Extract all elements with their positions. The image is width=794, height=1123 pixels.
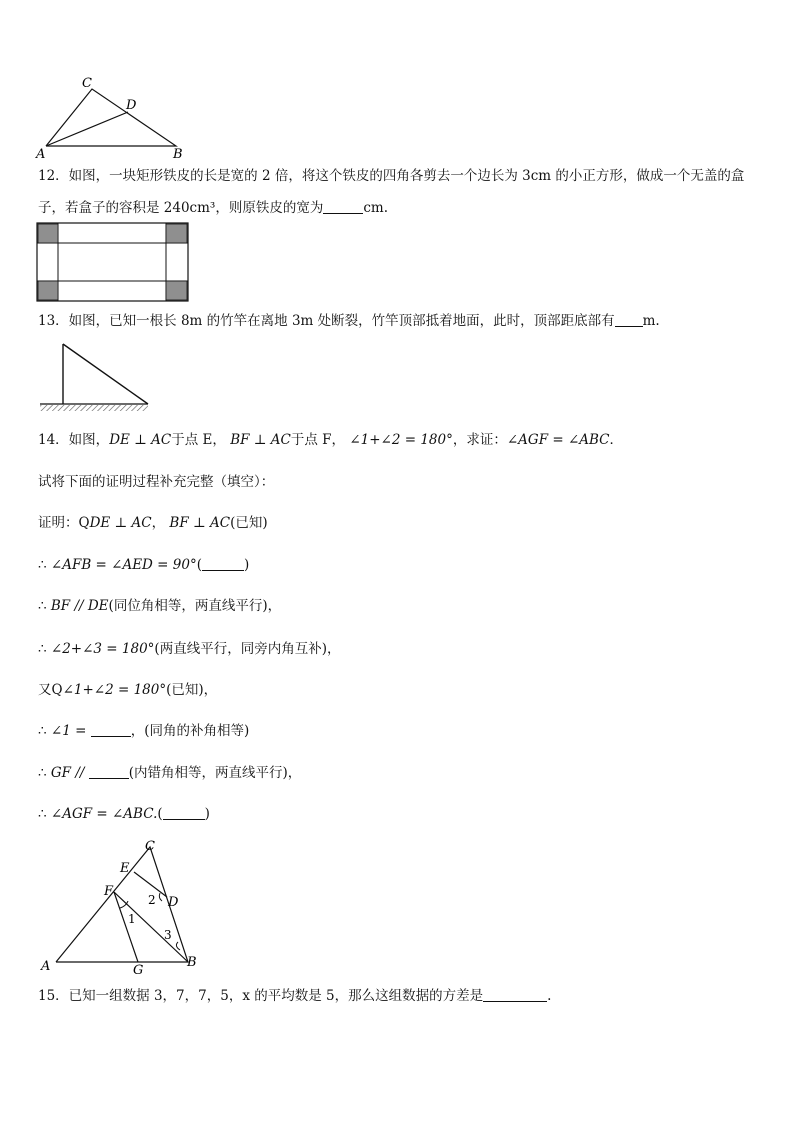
q14-de-perp-ac: DE ⊥ AC	[109, 432, 172, 448]
label-d: D	[168, 895, 179, 910]
corner-square-tr	[166, 224, 187, 243]
proof-line-7	[38, 763, 301, 783]
proof-5-reason: (已知)，	[166, 682, 218, 698]
q13-text: 13．如图，已知一根长 8m 的竹竿在离地 3m 处断裂，竹竿顶部抵着地面，此时，顶部距底部有	[38, 313, 615, 329]
proof-6-statement: ∠1 =	[50, 723, 87, 739]
proof-line-6	[38, 721, 249, 741]
proof-4-reason: (两直线平行，同旁内角互补)，	[154, 641, 341, 657]
proof-2-close-paren: )	[243, 557, 250, 573]
triangle-abc-figure	[30, 70, 190, 162]
proof-1-reason: (已知)	[230, 515, 268, 531]
angle-label-1: 1	[128, 912, 136, 926]
q14-prove-label: ，求证：	[452, 432, 507, 448]
q14-stem	[38, 430, 623, 450]
iron-sheet-figure	[36, 222, 190, 302]
label-c: C	[82, 76, 92, 91]
proof-6-reason: ，(同角的补角相等)	[130, 723, 250, 739]
proof-line-2	[38, 555, 249, 575]
therefore-symbol: ∴	[38, 557, 47, 573]
proof-2-open-paren: (	[196, 557, 202, 573]
q15-line	[38, 986, 551, 1006]
q12-answer-blank[interactable]	[323, 199, 363, 214]
q13-unit: m.	[642, 313, 660, 329]
q12-line2	[38, 198, 388, 218]
proof-line-8	[38, 804, 210, 824]
q14-bf-perp-ac: BF ⊥ AC	[230, 432, 291, 448]
therefore-symbol: ∴	[38, 598, 47, 614]
proof-8-close-paren: )	[204, 806, 210, 822]
sheet-outline	[37, 223, 188, 301]
proof-3-reason: (同位角相等，两直线平行)，	[108, 598, 282, 614]
angle-label-3: 3	[164, 928, 172, 942]
proof-8-open-paren: (	[157, 806, 163, 822]
proof-2-statement: ∠AFB = ∠AED = 90°	[50, 557, 197, 573]
therefore-symbol: ∴	[38, 641, 47, 657]
proof-line-3	[38, 596, 281, 616]
proof-7-reason: (内错角相等，两直线平行)，	[128, 765, 302, 781]
label-b: B	[173, 147, 183, 162]
label-c: C	[145, 839, 155, 854]
q13-answer-blank[interactable]	[615, 312, 643, 327]
proof-7-answer-blank[interactable]	[89, 764, 129, 779]
label-b: B	[187, 955, 197, 970]
corner-square-tl	[38, 224, 58, 243]
q14-angle-sum: ∠1+∠2 = 180°	[349, 432, 453, 448]
label-f: F	[104, 884, 114, 899]
q12-line1: 12．如图，一块矩形铁皮的长是宽的 2 倍，将这个铁皮的四角各剪去一个边长为 3cm 的小正方形，做成一个无盖的盒	[38, 168, 745, 184]
q14-at-point-f: 于点 F，	[290, 432, 346, 448]
q15-period: .	[547, 988, 552, 1004]
q12-unit: cm.	[363, 200, 388, 216]
q14-geometry-figure	[36, 838, 204, 976]
segment-ad	[46, 112, 128, 146]
proof-1-comma: ，	[151, 515, 166, 531]
proof-1-de-perp-ac: DE ⊥ AC	[89, 515, 152, 531]
proof-line-5	[38, 680, 217, 700]
q14-at-point-e: 于点 E，	[171, 432, 226, 448]
proof-line-4	[38, 639, 340, 659]
proof-1-bf-perp-ac: BF ⊥ AC	[169, 515, 231, 531]
bamboo-figure	[38, 340, 150, 414]
label-a: A	[36, 147, 46, 162]
proof-8-reason-blank[interactable]	[163, 805, 205, 820]
angle-label-2: 2	[148, 893, 156, 907]
label-d: D	[126, 98, 137, 113]
q14-goal: ∠AGF = ∠ABC	[506, 432, 610, 448]
corner-square-br	[166, 281, 187, 300]
proof-line-1	[38, 513, 268, 533]
proof-4-statement: ∠2+∠3 = 180°	[50, 641, 155, 657]
proof-1-prefix: 证明：Q	[38, 515, 90, 531]
therefore-symbol: ∴	[38, 806, 47, 822]
therefore-symbol: ∴	[38, 723, 47, 739]
q13-line	[38, 311, 660, 331]
label-g: G	[133, 963, 144, 976]
bamboo-broken-part	[63, 344, 148, 404]
q15-text: 15．已知一组数据 3，7，7，5，x 的平均数是 5，那么这组数据的方差是	[38, 988, 484, 1004]
proof-7-statement: GF //	[50, 765, 85, 781]
label-a: A	[41, 959, 51, 974]
ground-hatching	[40, 405, 148, 411]
proof-5-prefix: 又Q	[38, 682, 63, 698]
q14-instruction: 试将下面的证明过程补充完整（填空）：	[38, 474, 275, 490]
q12-text: 子，若盒子的容积是 240cm³，则原铁皮的宽为	[38, 200, 324, 216]
proof-3-statement: BF // DE	[50, 598, 109, 614]
angle-3-arc	[176, 942, 180, 950]
proof-6-answer-blank[interactable]	[91, 722, 131, 737]
angle-2-arc	[159, 893, 162, 901]
proof-8-statement: ∠AGF = ∠ABC.	[50, 806, 158, 822]
proof-5-statement: ∠1+∠2 = 180°	[62, 682, 167, 698]
q14-stem-prefix: 14．如图，	[38, 432, 110, 448]
q15-answer-blank[interactable]	[483, 987, 547, 1002]
segment-fg	[114, 892, 138, 962]
therefore-symbol: ∴	[38, 765, 47, 781]
label-e: E	[120, 861, 130, 876]
q14-period: ．	[609, 432, 624, 448]
proof-2-reason-blank[interactable]	[202, 556, 244, 571]
corner-square-bl	[38, 281, 58, 300]
